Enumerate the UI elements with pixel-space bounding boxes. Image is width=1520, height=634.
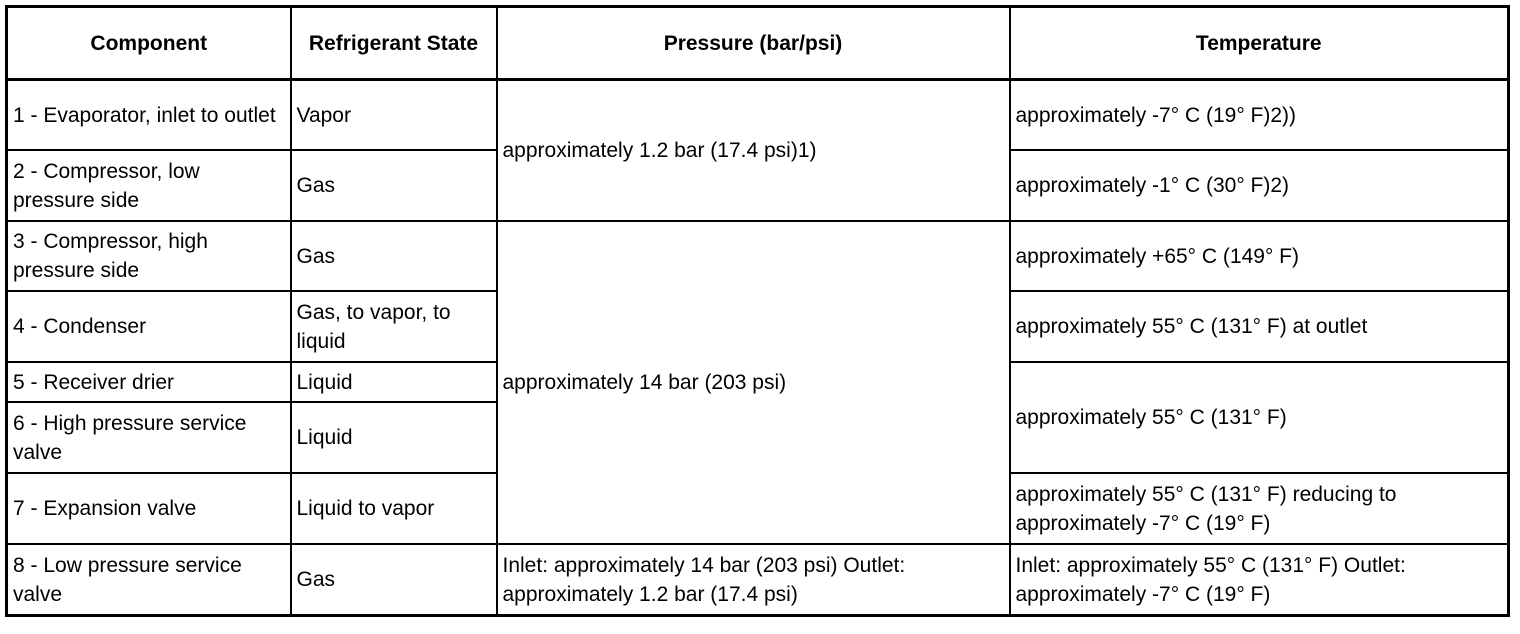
temperature-cell: approximately -1° C (30° F)2) [1010, 150, 1509, 221]
temperature-cell: approximately +65° C (149° F) [1010, 221, 1509, 291]
temperature-cell: approximately 55° C (131° F) [1010, 362, 1509, 473]
pressure-cell-high-side: approximately 14 bar (203 psi) [497, 221, 1010, 544]
table-row [7, 544, 1509, 616]
component-cell: 4 - Condenser [7, 291, 291, 362]
pressure-cell: Inlet: approximately 14 bar (203 psi) Outlet: approximately 1.2 bar (17.4 psi) [497, 544, 1010, 616]
component-cell: 8 - Low pressure service valve [7, 544, 291, 616]
header-component: Component [7, 7, 291, 80]
temperature-cell: approximately 55° C (131° F) reducing to approximately -7° C (19° F) [1010, 473, 1509, 544]
table-row [7, 80, 1509, 151]
component-cell: 7 - Expansion valve [7, 473, 291, 544]
state-cell: Gas [291, 544, 497, 616]
component-cell: 6 - High pressure service valve [7, 402, 291, 473]
component-cell: 3 - Compressor, high pressure side [7, 221, 291, 291]
state-cell: Liquid [291, 402, 497, 473]
header-row [7, 7, 1509, 80]
state-cell: Gas [291, 150, 497, 221]
temperature-cell: approximately -7° C (19° F)2)) [1010, 80, 1509, 151]
component-cell: 5 - Receiver drier [7, 362, 291, 402]
component-cell: 1 - Evaporator, inlet to outlet [7, 80, 291, 151]
temperature-cell: approximately 55° C (131° F) at outlet [1010, 291, 1509, 362]
header-refrigerant-state: Refrigerant State [291, 7, 497, 80]
component-cell: 2 - Compressor, low pressure side [7, 150, 291, 221]
table-row [7, 221, 1509, 291]
state-cell: Vapor [291, 80, 497, 151]
state-cell: Gas, to vapor, to liquid [291, 291, 497, 362]
pressure-cell-low-side: approximately 1.2 bar (17.4 psi)1) [497, 80, 1010, 222]
refrigerant-spec-table [5, 5, 1510, 617]
header-temperature: Temperature [1010, 7, 1509, 80]
state-cell: Liquid to vapor [291, 473, 497, 544]
state-cell: Gas [291, 221, 497, 291]
state-cell: Liquid [291, 362, 497, 402]
header-pressure: Pressure (bar/psi) [497, 7, 1010, 80]
temperature-cell: Inlet: approximately 55° C (131° F) Outlet: approximately -7° C (19° F) [1010, 544, 1509, 616]
